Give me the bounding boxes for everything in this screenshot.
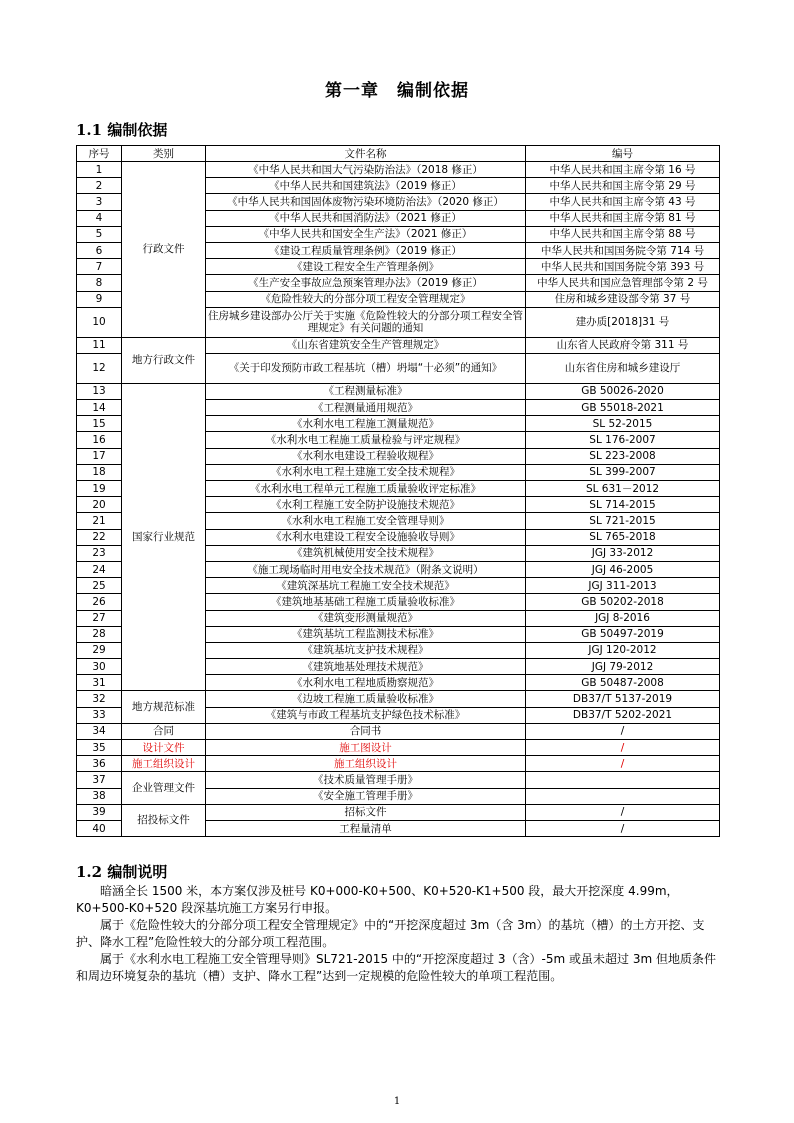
cell-index: 5 (77, 226, 122, 242)
cell-document-name: 《建筑变形测量规范》 (206, 610, 526, 626)
cell-code: 中华人民共和国国务院令第 393 号 (526, 259, 720, 275)
cell-document-name: 《建筑地基处理技术规范》 (206, 659, 526, 675)
cell-index: 36 (77, 756, 122, 772)
cell-code: 中华人民共和国主席令第 43 号 (526, 194, 720, 210)
section-1-2-title: 1.2 编制说明 (76, 863, 168, 881)
table-header-row (77, 146, 720, 162)
cell-document-name: 《水利水电工程施工测量规范》 (206, 416, 526, 432)
cell-index: 17 (77, 448, 122, 464)
cell-document-name: 《中华人民共和国安全生产法》（2021 修正） (206, 226, 526, 242)
cell-code: / (526, 804, 720, 820)
cell-index: 26 (77, 594, 122, 610)
cell-code: 山东省住房和城乡建设厅 (526, 353, 720, 383)
cell-code (526, 772, 720, 788)
cell-code: 中华人民共和国主席令第 16 号 (526, 162, 720, 178)
cell-document-name: 工程量清单 (206, 820, 526, 836)
cell-code: SL 176-2007 (526, 432, 720, 448)
cell-category: 地方规范标准 (122, 691, 206, 723)
cell-code: GB 50487-2008 (526, 675, 720, 691)
cell-index: 33 (77, 707, 122, 723)
cell-index: 35 (77, 740, 122, 756)
cell-document-name: 《水利水电建设工程验收规程》 (206, 448, 526, 464)
cell-code: 山东省人民政府令第 311 号 (526, 337, 720, 353)
cell-code: GB 55018-2021 (526, 400, 720, 416)
cell-document-name: 《中华人民共和国建筑法》（2019 修正） (206, 178, 526, 194)
cell-document-name: 《水利水电工程单元工程施工质量验收评定标准》 (206, 481, 526, 497)
cell-index: 40 (77, 820, 122, 836)
cell-code: SL 765-2018 (526, 529, 720, 545)
cell-document-name: 《技术质量管理手册》 (206, 772, 526, 788)
cell-index: 25 (77, 578, 122, 594)
cell-index: 8 (77, 275, 122, 291)
basis-table (76, 145, 720, 837)
cell-index: 23 (77, 545, 122, 561)
cell-index: 22 (77, 529, 122, 545)
cell-document-name: 《建筑地基基础工程施工质量验收标准》 (206, 594, 526, 610)
cell-index: 38 (77, 788, 122, 804)
cell-index: 19 (77, 481, 122, 497)
cell-code: 建办质[2018]31 号 (526, 307, 720, 337)
cell-document-name: 招标文件 (206, 804, 526, 820)
cell-index: 39 (77, 804, 122, 820)
cell-code: JGJ 8-2016 (526, 610, 720, 626)
cell-index: 24 (77, 561, 122, 577)
cell-code: SL 52-2015 (526, 416, 720, 432)
cell-index: 32 (77, 691, 122, 707)
cell-index: 4 (77, 210, 122, 226)
cell-document-name: 《关于印发预防市政工程基坑（槽）坍塌“十必须”的通知》 (206, 353, 526, 383)
table-row (77, 804, 720, 820)
cell-document-name: 《水利水电工程土建施工安全技术规程》 (206, 464, 526, 480)
cell-category: 地方行政文件 (122, 337, 206, 383)
table-row (77, 337, 720, 353)
cell-code: JGJ 120-2012 (526, 642, 720, 658)
cell-index: 16 (77, 432, 122, 448)
cell-category: 设计文件 (122, 740, 206, 756)
cell-index: 30 (77, 659, 122, 675)
cell-code: / (526, 756, 720, 772)
cell-index: 15 (77, 416, 122, 432)
cell-code: SL 631－2012 (526, 481, 720, 497)
cell-index: 10 (77, 307, 122, 337)
cell-index: 37 (77, 772, 122, 788)
chapter-title: 第一章 编制依据 (325, 81, 469, 101)
cell-index: 14 (77, 400, 122, 416)
cell-document-name: 《建设工程质量管理条例》（2019 修正） (206, 242, 526, 258)
table-row (77, 723, 720, 739)
cell-index: 20 (77, 497, 122, 513)
cell-document-name: 住房城乡建设部办公厅关于实施《危险性较大的分部分项工程安全管理规定》有关问题的通知 (206, 307, 526, 337)
cell-code: GB 50202-2018 (526, 594, 720, 610)
cell-index: 18 (77, 464, 122, 480)
cell-code: 中华人民共和国应急管理部令第 2 号 (526, 275, 720, 291)
cell-index: 7 (77, 259, 122, 275)
cell-category: 国家行业规范 (122, 383, 206, 691)
cell-document-name: 《水利水电建设工程安全设施验收导则》 (206, 529, 526, 545)
cell-document-name: 《建筑深基坑工程施工安全技术规范》 (206, 578, 526, 594)
cell-document-name: 《工程测量通用规范》 (206, 400, 526, 416)
cell-code: SL 399-2007 (526, 464, 720, 480)
page-number: 1 (393, 1096, 401, 1107)
cell-index: 21 (77, 513, 122, 529)
cell-index: 13 (77, 383, 122, 399)
paragraph: 属于《水利水电工程施工安全管理导则》SL721-2015 中的“开挖深度超过 3（含）-5m 或虽未超过 3m 但地质条件和周边环境复杂的基坑（槽）支护、降水工程”达到一定规模的危险性较大的单项工程范围。 (76, 952, 716, 983)
cell-document-name: 《山东省建筑安全生产管理规定》 (206, 337, 526, 353)
table-row (77, 756, 720, 772)
cell-index: 11 (77, 337, 122, 353)
cell-code: 中华人民共和国主席令第 88 号 (526, 226, 720, 242)
cell-document-name: 《水利水电工程施工安全管理导则》 (206, 513, 526, 529)
cell-code: 中华人民共和国主席令第 29 号 (526, 178, 720, 194)
header-category: 类别 (122, 146, 206, 162)
table-row (77, 772, 720, 788)
cell-code: SL 721-2015 (526, 513, 720, 529)
cell-index: 1 (77, 162, 122, 178)
paragraph: 属于《危险性较大的分部分项工程安全管理规定》中的“开挖深度超过 3m（含 3m）的基坑（槽）的土方开挖、支护、降水工程”危险性较大的分部分项工程范围。 (76, 918, 705, 949)
cell-category: 施工组织设计 (122, 756, 206, 772)
cell-code: DB37/T 5137-2019 (526, 691, 720, 707)
cell-code: / (526, 740, 720, 756)
header-code: 编号 (526, 146, 720, 162)
table-row (77, 740, 720, 756)
cell-index: 6 (77, 242, 122, 258)
cell-document-name: 《建筑基坑工程监测技术标准》 (206, 626, 526, 642)
cell-category: 企业管理文件 (122, 772, 206, 804)
cell-code: GB 50026-2020 (526, 383, 720, 399)
cell-index: 29 (77, 642, 122, 658)
cell-code: JGJ 79-2012 (526, 659, 720, 675)
cell-code: 中华人民共和国主席令第 81 号 (526, 210, 720, 226)
cell-document-name: 《建设工程安全生产管理条例》 (206, 259, 526, 275)
cell-index: 28 (77, 626, 122, 642)
explanation-text (76, 883, 719, 985)
section-1-1-title: 1.1 编制依据 (76, 121, 168, 139)
cell-document-name: 《水利水电工程地质勘察规范》 (206, 675, 526, 691)
cell-index: 9 (77, 291, 122, 307)
cell-index: 2 (77, 178, 122, 194)
cell-document-name: 《建筑与市政工程基坑支护绿色技术标准》 (206, 707, 526, 723)
cell-code: DB37/T 5202-2021 (526, 707, 720, 723)
cell-document-name: 《中华人民共和国消防法》（2021 修正） (206, 210, 526, 226)
cell-document-name: 《工程测量标准》 (206, 383, 526, 399)
cell-document-name: 《中华人民共和国大气污染防治法》（2018 修正） (206, 162, 526, 178)
cell-code: / (526, 820, 720, 836)
cell-code: JGJ 33-2012 (526, 545, 720, 561)
cell-code: / (526, 723, 720, 739)
cell-index: 34 (77, 723, 122, 739)
table-row (77, 691, 720, 707)
cell-code: 中华人民共和国国务院令第 714 号 (526, 242, 720, 258)
cell-code: SL 223-2008 (526, 448, 720, 464)
header-document-name: 文件名称 (206, 146, 526, 162)
cell-document-name: 《施工现场临时用电安全技术规范》（附条文说明） (206, 561, 526, 577)
cell-category: 行政文件 (122, 162, 206, 338)
header-index: 序号 (77, 146, 122, 162)
table-row (77, 383, 720, 399)
cell-index: 3 (77, 194, 122, 210)
cell-document-name: 施工图设计 (206, 740, 526, 756)
cell-category: 合同 (122, 723, 206, 739)
cell-document-name: 《安全施工管理手册》 (206, 788, 526, 804)
table-row (77, 162, 720, 178)
cell-document-name: 《生产安全事故应急预案管理办法》（2019 修正） (206, 275, 526, 291)
cell-document-name: 《建筑基坑支护技术规程》 (206, 642, 526, 658)
cell-code: GB 50497-2019 (526, 626, 720, 642)
cell-index: 31 (77, 675, 122, 691)
cell-code: SL 714-2015 (526, 497, 720, 513)
cell-category: 招投标文件 (122, 804, 206, 836)
cell-document-name: 施工组织设计 (206, 756, 526, 772)
cell-code: 住房和城乡建设部令第 37 号 (526, 291, 720, 307)
cell-document-name: 《边坡工程施工质量验收标准》 (206, 691, 526, 707)
cell-document-name: 《中华人民共和国固体废物污染环境防治法》（2020 修正） (206, 194, 526, 210)
cell-code (526, 788, 720, 804)
cell-index: 27 (77, 610, 122, 626)
paragraph: 暗涵全长 1500 米，本方案仅涉及桩号 K0+000-K0+500、K0+520-K1+500 段，最大开挖深度 4.99m，K0+500-K0+520 段深基坑施工方案另行申报。 (76, 884, 679, 915)
cell-document-name: 《建筑机械使用安全技术规程》 (206, 545, 526, 561)
cell-document-name: 《水利工程施工安全防护设施技术规范》 (206, 497, 526, 513)
cell-document-name: 《危险性较大的分部分项工程安全管理规定》 (206, 291, 526, 307)
cell-document-name: 《水利水电工程施工质量检验与评定规程》 (206, 432, 526, 448)
cell-index: 12 (77, 353, 122, 383)
cell-document-name: 合同书 (206, 723, 526, 739)
cell-code: JGJ 46-2005 (526, 561, 720, 577)
cell-code: JGJ 311-2013 (526, 578, 720, 594)
